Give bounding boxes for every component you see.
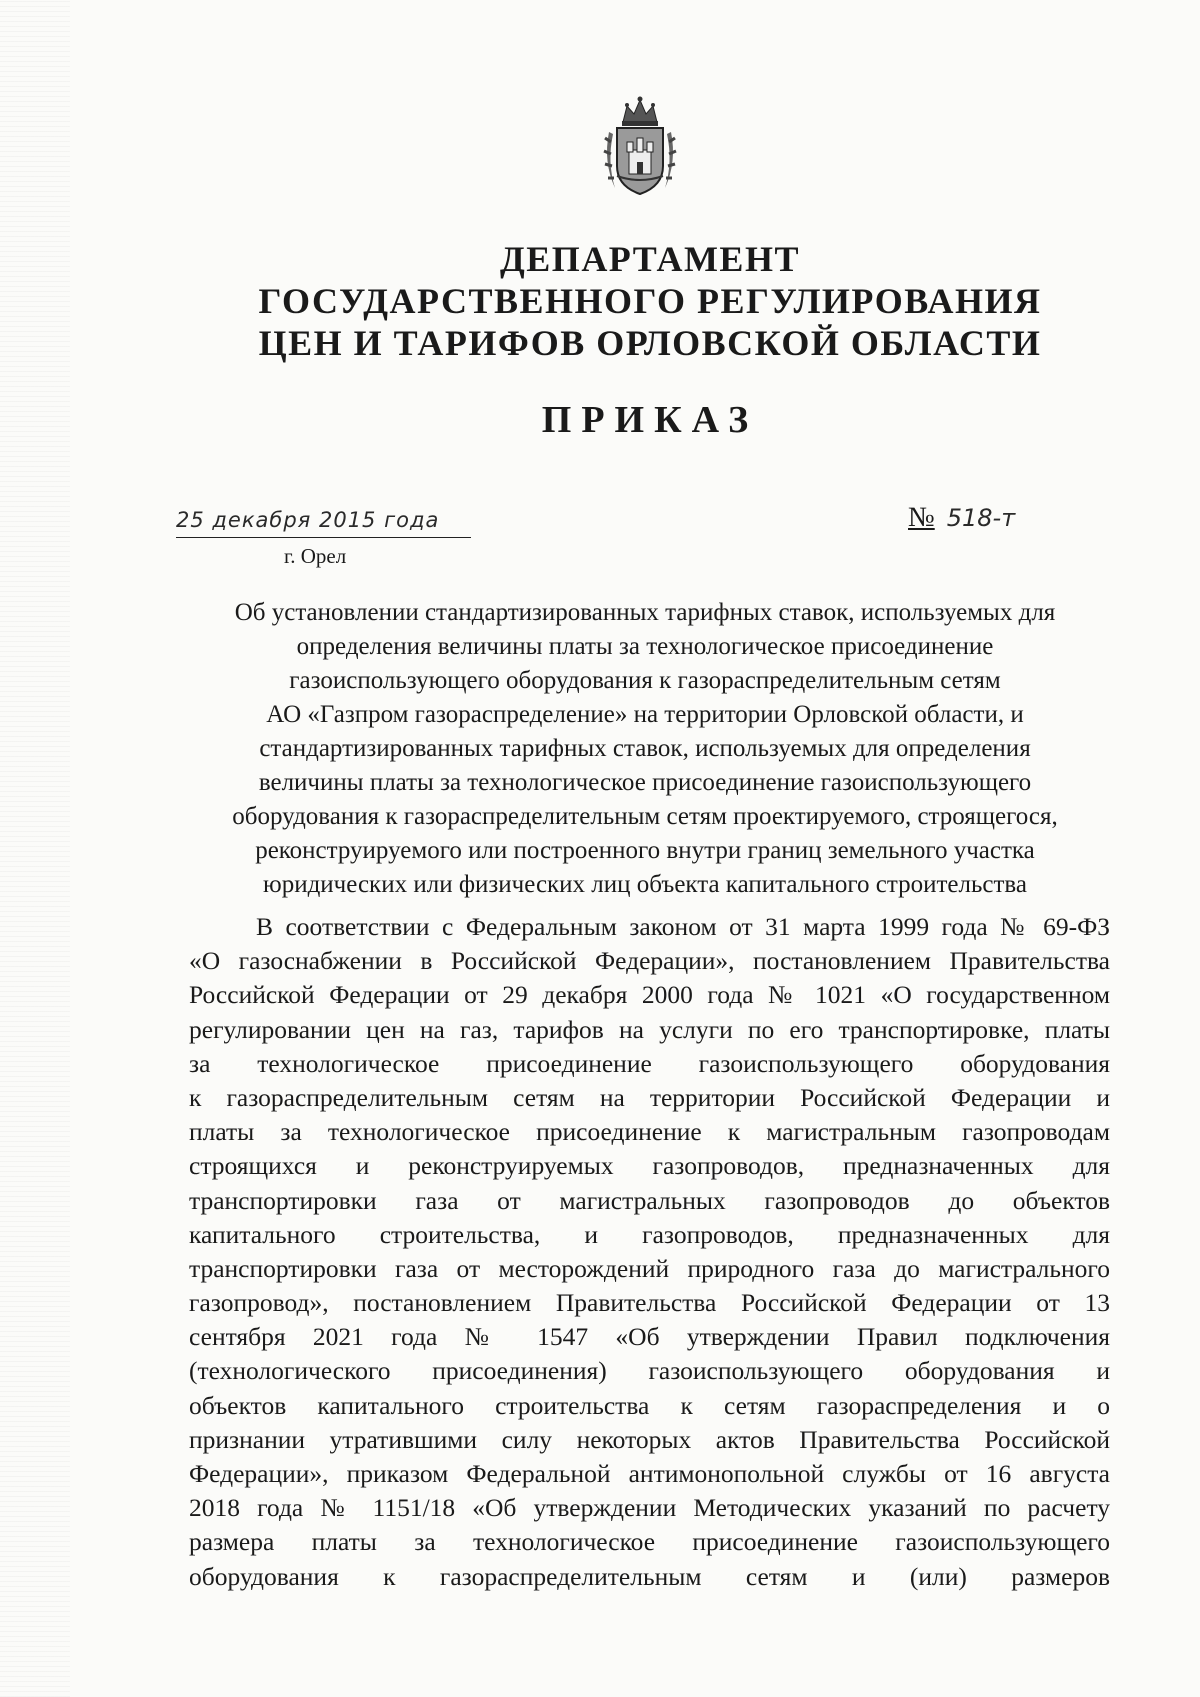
body-line: оборудования к газораспределительным сетям и (или) размеров [189, 1561, 1110, 1591]
body-line: размера платы за технологическое присоединение газоиспользующего [189, 1527, 1110, 1557]
date-underline [176, 537, 471, 538]
body-line: В соответствии с Федеральным законом от 31 марта 1999 года № 69-ФЗ [256, 912, 1110, 941]
order-number [908, 502, 1015, 534]
order-title: ПРИКАЗ [541, 399, 759, 441]
body-line: «О газоснабжении в Российской Федерации», постановлением Правительства [189, 946, 1110, 976]
subject-line: АО «Газпром газораспределение» на территории Орловской области, и [266, 701, 1024, 728]
handwritten-date: 25 декабря 2015 года [176, 508, 440, 532]
number-sign: № [908, 502, 935, 533]
body-line: к газораспределительным сетям на территории Российской Федерации и [189, 1082, 1110, 1112]
subject-line: определения величины платы за технологическое присоединение [296, 633, 994, 660]
order-subject [180, 596, 1110, 902]
body-line: капитального строительства, и газопроводов, предназначенных для [189, 1219, 1110, 1249]
city-label: г. Орел [284, 544, 347, 568]
subject-line: юридических или физических лиц объекта капитального строительства [263, 871, 1027, 898]
body-line: за технологическое присоединение газоиспользующего оборудования [189, 1048, 1110, 1078]
body-line: строящихся и реконструируемых газопроводов, предназначенных для [189, 1151, 1110, 1181]
coat-of-arms-emblem [601, 92, 679, 200]
body-line: газопровод», постановлением Правительства Российской Федерации от 13 [189, 1288, 1110, 1318]
body-line: 2018 года № 1151/18 «Об утверждении Методических указаний по расчету [189, 1493, 1110, 1523]
body-line: объектов капитального строительства к сетям газораспределения и о [189, 1390, 1110, 1420]
subject-line: Об установлении стандартизированных тарифных ставок, используемых для [234, 599, 1056, 626]
body-line: регулировании цен на газ, тарифов на услуги по его транспортировке, платы [189, 1014, 1110, 1044]
scan-edge-noise [0, 0, 70, 1697]
handwritten-number: 518-т [946, 504, 1016, 532]
body-line: транспортировки газа от месторождений природного газа до магистрального [189, 1253, 1110, 1283]
department-header [200, 238, 1100, 364]
body-line: Российской Федерации от 29 декабря 2000 года № 1021 «О государственном [189, 980, 1110, 1010]
body-line: Федерации», приказом Федеральной антимонопольной службы от 16 августа [189, 1459, 1110, 1488]
header-line-3: ЦЕН И ТАРИФОВ ОРЛОВСКОЙ ОБЛАСТИ [258, 323, 1042, 363]
subject-line: стандартизированных тарифных ставок, используемых для определения [259, 735, 1031, 762]
body-line: (технологического присоединения) газоиспользующего оборудования и [189, 1356, 1110, 1386]
body-line: транспортировки газа от магистральных газопроводов до объектов [189, 1185, 1110, 1215]
body-paragraph [189, 910, 1110, 1594]
header-line-2: ГОСУДАРСТВЕННОГО РЕГУЛИРОВАНИЯ [258, 281, 1042, 321]
body-line: признании утратившими силу некоторых актов Правительства Российской [189, 1424, 1110, 1454]
header-line-1: ДЕПАРТАМЕНТ [500, 239, 800, 279]
body-line: сентября 2021 года № 1547 «Об утверждении Правил подключения [189, 1322, 1110, 1352]
subject-line: величины платы за технологическое присоединение газоиспользующего [258, 769, 1032, 796]
body-line: платы за технологическое присоединение к магистральным газопроводам [189, 1117, 1110, 1147]
subject-line: оборудования к газораспределительным сетям проектируемого, строящегося, [232, 803, 1058, 830]
subject-line: газоиспользующего оборудования к газораспределительным сетям [289, 667, 1001, 694]
subject-line: реконструируемого или построенного внутри границ земельного участка [255, 837, 1035, 864]
